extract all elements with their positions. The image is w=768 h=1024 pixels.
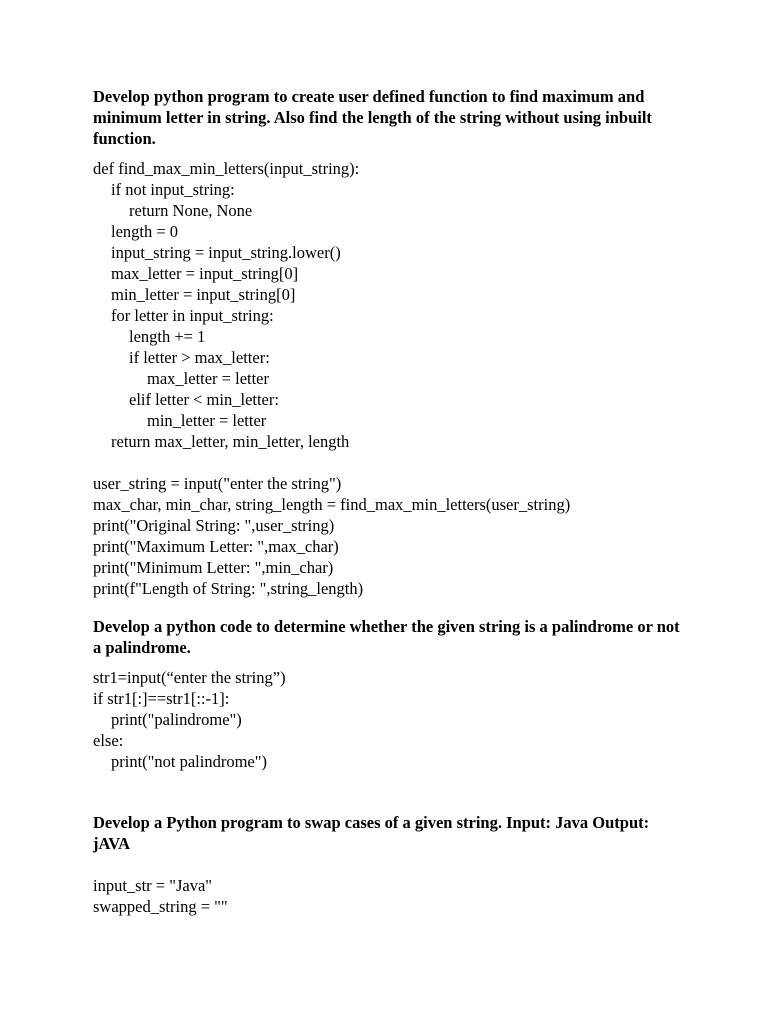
code-line: swapped_string = "" <box>93 897 228 916</box>
code-line: print("palindrome") <box>111 710 242 729</box>
code-line: input_str = "Java" <box>93 876 213 895</box>
code-line: else: <box>93 731 124 750</box>
section2-heading: Develop a python code to determine whether the given string is a palindrome or not a palindrome. <box>93 617 680 657</box>
code-line: def find_max_min_letters(input_string): <box>93 159 360 178</box>
code-line: max_letter = input_string[0] <box>111 264 299 283</box>
code-line: print("Minimum Letter: ",min_char) <box>93 558 334 577</box>
code-line: length = 0 <box>111 222 179 241</box>
section2-code-block <box>93 667 683 772</box>
code-line: user_string = input("enter the string") <box>93 474 342 493</box>
code-line: if not input_string: <box>111 180 235 199</box>
code-line: return None, None <box>129 201 253 220</box>
blank-line <box>93 452 683 473</box>
code-line: input_string = input_string.lower() <box>111 243 341 262</box>
code-line: for letter in input_string: <box>111 306 274 325</box>
code-line: print("not palindrome") <box>111 752 267 771</box>
section1-code-block <box>93 158 683 599</box>
code-line: print("Maximum Letter: ",max_char) <box>93 537 339 556</box>
section3-code-block <box>93 875 683 917</box>
code-line: print(f"Length of String: ",string_length) <box>93 579 364 598</box>
code-line: if letter > max_letter: <box>129 348 270 367</box>
code-line: min_letter = letter <box>147 411 267 430</box>
code-line: length += 1 <box>129 327 206 346</box>
code-line: if str1[:]==str1[::-1]: <box>93 689 230 708</box>
document-page <box>93 86 683 917</box>
code-line: min_letter = input_string[0] <box>111 285 296 304</box>
section3-heading: Develop a Python program to swap cases of a given string. Input: Java Output: jAVA <box>93 813 650 853</box>
code-line: print("Original String: ",user_string) <box>93 516 335 535</box>
code-line: elif letter < min_letter: <box>129 390 279 409</box>
code-line: max_letter = letter <box>147 369 270 388</box>
code-line: return max_letter, min_letter, length <box>111 432 350 451</box>
code-line: str1=input(“enter the string”) <box>93 668 286 687</box>
section1-heading: Develop python program to create user defined function to find maximum and minimum letter in string. Also find the length of the string without using inbuilt function. <box>93 87 652 148</box>
code-line: max_char, min_char, string_length = find_max_min_letters(user_string) <box>93 495 571 514</box>
